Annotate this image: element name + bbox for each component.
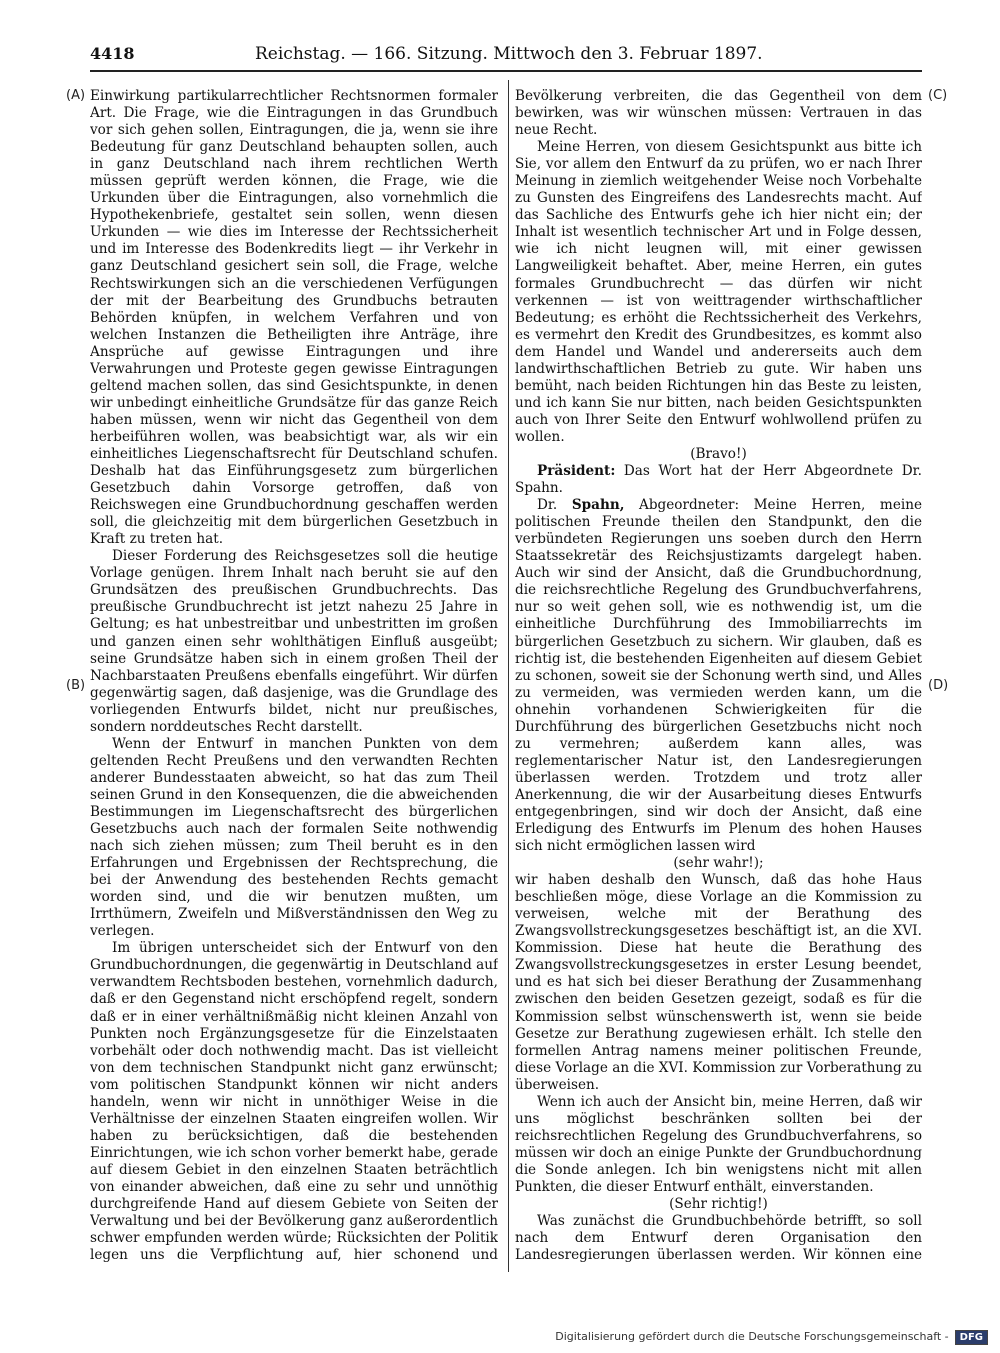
running-title: Reichstag. — 166. Sitzung. Mittwoch den 3. Februar 1897. — [255, 44, 763, 64]
interjection: (Bravo!) — [690, 445, 747, 462]
paragraph: Dieser Forderung des Reichsgesetzes soll die heutige Vorlage genügen. Ihrem Inhalt nach beruht sie auf den Grundsätzen des preußischen Grundbuchrechts. Das preußische Grundbuchrecht ist jetzt nahezu 25 Jahre in Geltung; es hat unbestreitbar und unbestritten im großen und ganzen einen sehr wohlthätigen Einfluß ausgeübt; seine Grundsätze haben sich in einem großen Theil der Nachbarstaaten Preußens ebenfalls eingeführt. Wir dürfen gegenwärtig sagen, daß dasjenige, was die Grundlage des vorliegenden Entwurfs bildet, nicht nur preußisches, sondern norddeutsches Recht darstellt. — [90, 548, 498, 735]
speaker-text: Abgeordneter: Meine Herren, meine politischen Freunde theilen den Standpunkt, den die verbündeten Regierungen uns soeben durch den Herrn Staatssekretär des Reichsjustizamts dargelegt haben. Auch wir sind der Ansicht, daß die Grundbuchordnung, die reichsrechtliche Regelung des Grundbuchverfahrens, nur so weit gehen soll, wie es nothwendig ist, um die einheitliche Durchführung des Immobiliarrechts im bürgerlichen Gesetzbuch zu sichern. Wir glauben, daß es richtig ist, die bestehenden Eigenheiten auf diesem Gebiet zu schonen, soweit sie der Schonung werth sind, und Alles zu vermeiden, was vermieden werden kann, um die ohnehin vorhandenen Schwierigkeiten für die Durchführung des bürgerlichen Gesetzbuchs nicht noch zu vermehren; außerdem kann alles, was reglementarischer Natur ist, den Landesregierungen überlassen werden. Trotzdem und trotz aller Anerkennung, die wir der Ausarbeitung dieses Entwurfs entgegenbringen, sind wir doch der Ansicht, daß eine Erledigung des Entwurfs im Plenum des hohen Hauses sich nicht ermöglichen lassen wird — [515, 497, 922, 855]
credit-text: Digitalisierung gefördert durch die Deutsche Forschungsgemeinschaft - — [555, 1330, 949, 1343]
speaker-paragraph — [515, 497, 922, 855]
paragraph: Wenn ich auch der Ansicht bin, meine Herren, daß wir uns möglichst beschränken sollten bei der reichsrechtlichen Regelung des Grundbuchverfahrens, so müssen wir doch an einige Punkte der Grundbuchordnung die Sonde anlegen. Ich bin wenigstens nicht mit allen Punkten, die dieser Entwurf enthält, einverstanden. — [515, 1093, 922, 1195]
paragraph: Meine Herren, von diesem Gesichtspunkt aus bitte ich Sie, vor allem den Entwurf da zu prüfen, wo er nach Ihrer Meinung in ziemlich weitgehender Weise noch Vorbehalte zu Gunsten des Eingreifens des Landesrechts macht. Auf das Sachliche des Entwurfs gehe ich hier nicht ein; der Inhalt ist wesentlich technischer Art und in Folge dessen, wie ich nicht leugnen will, mit einer gewissen Langweiligkeit behaftet. Aber, meine Herren, ein gutes formales Grundbuchrecht — das dürfen wir nicht verkennen — ist von weittragender wirthschaftlicher Bedeutung; es erhöht die Rechtssicherheit des Verkehrs, es vermehrt den Kredit des Grundbesitzes, es kommt also dem Handel und Wandel und andererseits auch dem landwirthschaftlichen Betrieb zu gute. Wir haben uns bemüht, nach beiden Richtungen hin das Beste zu leisten, und ich kann Sie nur bitten, nach beiden Gesichtspunkten auch von Ihrer Seite den Entwurf wohlwollend prüfen zu wollen. — [515, 139, 922, 445]
speaker-title: Dr. — [537, 497, 572, 514]
margin-mark-b: (B) — [66, 678, 86, 693]
speaker-paragraph — [515, 463, 922, 497]
header-rule — [90, 70, 922, 72]
paragraph: Bevölkerung verbreiten, die das Gegentheil von dem bewirken, was wir wünschen müssen: Vertrauen in das neue Recht. — [515, 88, 922, 139]
speaker-name: Spahn, — [571, 497, 625, 514]
margin-mark-d: (D) — [928, 678, 949, 693]
paragraph: wir haben deshalb den Wunsch, daß das hohe Haus beschließen möge, diese Vorlage an die Kommission zu verweisen, welche mit der Berathung des Zwangsvollstreckungsgesetzes beschäftigt ist, an die XVI. Kommission. Diese hat heute die Berathung des Zwangsvollstreckungsgesetzes in erster Lesung beendet, und es hat sich bei dieser Berathung der Zusammenhang zwischen den beiden Gesetzen gezeigt, sodaß es für die Kommission selbst wünschenswerth ist, wenn sie beide Gesetze zur Berathung zugewiesen erhält. Ich stelle den formellen Antrag namens meiner politischen Freunde, diese Vorlage an die XVI. Kommission zur Vorberathung zu überweisen. — [515, 872, 922, 1093]
margin-mark-a: (A) — [66, 88, 86, 103]
left-column — [90, 88, 498, 1264]
page-header — [90, 44, 920, 68]
paragraph: Einwirkung partikularrechtlicher Rechtsnormen formaler Art. Die Frage, wie die Eintragungen in das Grundbuch vor sich gehen sollen, Eintragungen, die ja, wenn sie ihre Bedeutung für ganz Deutschland behaupten sollen, auch in ganz Deutschland nach ihrem rechtlichen Werth müssen geprüft werden können, die Frage, wie die Urkunden über die Eintragungen, also vornehmlich die Hypothekenbriefe, gestaltet sein sollen, wenn diesen Urkunden — wie dies im Interesse der Rechtssicherheit und im Interesse des Bodenkredits liegt — ihr Verkehr in ganz Deutschland gesichert sein soll, die Frage, welche Rechtswirkungen sich an die verschiedenen Verfügungen der mit der Bearbeitung des Grundbuchs betrauten Behörden knüpfen, in welchem Verfahren und von welchen Instanzen die Betheiligten ihre Anträge, ihre Ansprüche auf gewisse Eintragungen und ihre Verwahrungen und Proteste gegen gewisse Eintragungen geltend machen sollen, das sind Gesichtspunkte, in denen wir unbedingt einheitliche Grundsätze für das ganze Reich haben müssen, wenn wir nicht das Gegentheil von dem herbeiführen wollen, was beabsichtigt war, als wir ein einheitliches Liegenschaftsrecht für Deutschland schufen. Deshalb hat das Einführungsgesetz zum bürgerlichen Gesetzbuch dahin Vorsorge getroffen, daß von Reichswegen eine Grundbuchordnung geschaffen werden soll, die gleichzeitig mit dem bürgerlichen Gesetzbuch in Kraft zu treten hat. — [90, 88, 498, 548]
interjection: (sehr wahr!); — [673, 855, 764, 872]
paragraph: Im übrigen unterscheidet sich der Entwurf von den Grundbuchordnungen, die gegenwärtig in Deutschland auf verwandtem Rechtsboden bestehen, vornehmlich dadurch, daß er den Gegenstand nicht erschöpfend regelt, sondern daß er in einer verhältnißmäßig nicht kleinen Anzahl von Punkten noch Ergänzungsgesetze für die Einzelstaaten vorbehält oder doch nothwendig macht. Das ist vielleicht von dem technischen Standpunkt nicht ganz erwünscht; vom politischen Standpunkt können wir nicht anders handeln, wenn wir nicht in unnöthiger Weise in die Verhältnisse der einzelnen Staaten eingreifen wollen. Wir haben zu berücksichtigen, daß die bestehenden Einrichtungen, wie ich schon vorher bemerkt habe, gerade auf diesem Gebiet in den einzelnen Staaten beträchtlich von einander abweichen, daß eine zu sehr und unnöthig durchgreifende Hand auf diesem Gebiete von Seiten der Verwaltung und bei der Bevölkerung ganz außerordentlich schwer empfunden werden würde; Rücksichten der Politik legen uns die Verpflichtung auf, hier schonend und — [90, 940, 498, 1264]
margin-mark-c: (C) — [928, 88, 948, 103]
dfg-logo: DFG — [955, 1330, 988, 1345]
interjection: (Sehr richtig!) — [669, 1196, 768, 1213]
page-number: 4418 — [90, 44, 135, 63]
paragraph: Wenn der Entwurf in manchen Punkten von dem geltenden Recht Preußens und den verwandten Rechten anderer Bundesstaaten abweicht, so hat das zum Theil seinen Grund in den Konsequenzen, die die abweichenden Bestimmungen im Liegenschaftsrecht des bürgerlichen Gesetzbuchs auch nach der formalen Seite nothwendig nach sich ziehen müssen; zum Theil beruht es in den Erfahrungen und Ergebnissen der Rechtsprechung, die bei der Anwendung des bestehenden Rechts gemacht worden sind, und die wir benutzen mußten, um Irrthümern, Zweifeln und Mißverständnissen den Weg zu verlegen. — [90, 735, 498, 940]
speaker-text: Das Wort hat der Herr Abgeordnete Dr. Spahn. — [515, 463, 922, 497]
paragraph: Was zunächst die Grundbuchbehörde betrifft, so soll nach dem Entwurf deren Organisation den Landesregierungen überlassen werden. Wir können eine — [515, 1213, 922, 1264]
speaker-name: Präsident: — [537, 463, 616, 480]
right-column — [515, 88, 922, 1264]
column-divider — [508, 80, 509, 1272]
digitization-credit — [555, 1330, 988, 1345]
